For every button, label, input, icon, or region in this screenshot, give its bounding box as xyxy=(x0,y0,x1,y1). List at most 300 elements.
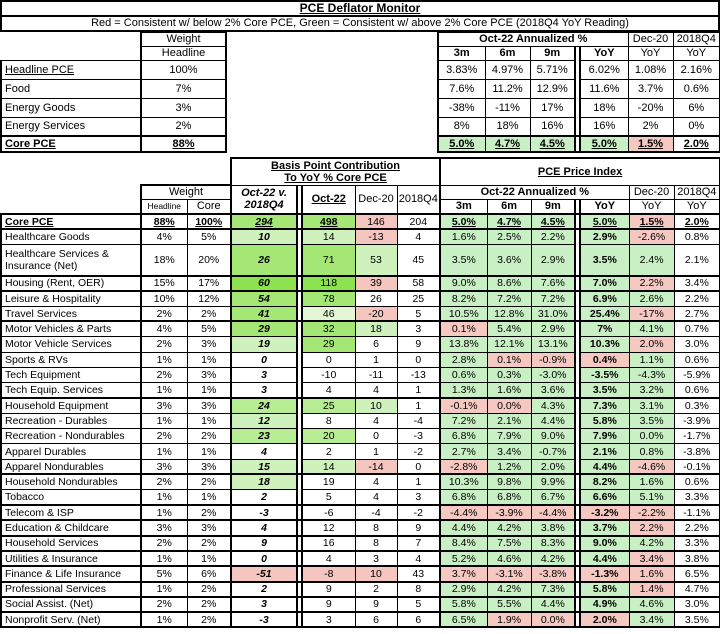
pi-value-cell: 2.9% xyxy=(531,321,575,336)
bpc-value-cell: 9 xyxy=(302,582,355,597)
pi-value-cell: 10.3% xyxy=(440,474,487,489)
pi-value-cell: 0.6% xyxy=(440,367,487,382)
bpc-value-cell: 6 xyxy=(355,612,397,627)
pi-value-cell: 0.6% xyxy=(674,474,720,489)
pi-value-cell: 3.4% xyxy=(629,551,674,566)
pi-value-cell: 2.6% xyxy=(629,291,674,306)
pi-value-cell: 2.1% xyxy=(487,413,531,428)
weight-core-value: 2% xyxy=(187,505,231,520)
weight-core-value: 1% xyxy=(187,551,231,566)
main-header-row-1 xyxy=(1,158,720,185)
pi-value-cell: 0.3% xyxy=(674,398,720,413)
bpc-value-cell: 1 xyxy=(397,398,440,413)
bpc-value-cell: 5 xyxy=(302,490,355,505)
weight-core-value: 2% xyxy=(187,474,231,489)
bpc-value-cell: 4 xyxy=(231,444,297,459)
pi-value-cell: 3.8% xyxy=(674,551,720,566)
weight-headline-value: 2% xyxy=(141,337,187,352)
value-cell: 5.0% xyxy=(438,136,485,152)
pi-value-cell: 7.6% xyxy=(531,276,575,291)
value-cell: 12.9% xyxy=(530,79,575,98)
row-label: Telecom & ISP xyxy=(1,505,141,520)
weight-core-value: 2% xyxy=(187,536,231,551)
row-label: Recreation - Durables xyxy=(1,413,141,428)
weight-headline-value: 3% xyxy=(141,459,187,474)
row-label: Healthcare Services & Insurance (Net) xyxy=(1,245,141,276)
pi-value-cell: 4.4% xyxy=(440,520,487,535)
pi-value-cell: 4.2% xyxy=(629,536,674,551)
weight-value: 7% xyxy=(141,79,226,98)
spacer xyxy=(1,199,141,214)
weight-headline-value: 1% xyxy=(141,352,187,367)
pi-value-cell: -0.1% xyxy=(440,398,487,413)
bpc-value-cell: 0 xyxy=(302,352,355,367)
row-label: Tech Equip. Services xyxy=(1,383,141,398)
bpc-value-cell: -3 xyxy=(231,505,297,520)
pi-value-cell: -5.9% xyxy=(674,367,720,382)
row-label: Social Assist. (Net) xyxy=(1,597,141,612)
table-row xyxy=(1,582,720,597)
pi-value-cell: -3.0% xyxy=(531,367,575,382)
pi-value-cell: 7.3% xyxy=(580,398,629,413)
table-row xyxy=(1,398,720,413)
spacer xyxy=(1,158,231,185)
bpc-value-cell: 53 xyxy=(355,245,397,276)
value-cell: 8% xyxy=(438,117,485,136)
weight-headline-value: 2% xyxy=(141,536,187,551)
weight-headline-value: 2% xyxy=(141,474,187,489)
spacer xyxy=(1,185,141,199)
bpc-value-cell: 54 xyxy=(231,291,297,306)
bpc-value-cell: 10 xyxy=(231,229,297,244)
pi-value-cell: 1.6% xyxy=(440,229,487,244)
bpc-value-cell: 294 xyxy=(231,214,297,229)
value-cell: 17% xyxy=(530,98,575,117)
pi-value-cell: 0.0% xyxy=(487,398,531,413)
top-weight-sub-header: Headline xyxy=(141,46,226,60)
bpc-value-cell: 2 xyxy=(231,582,297,597)
weight-headline-value: 3% xyxy=(141,520,187,535)
table-row xyxy=(1,520,720,535)
pi-value-cell: 4.1% xyxy=(629,321,674,336)
bpc-value-cell: 3 xyxy=(397,321,440,336)
weight-headline-value: 1% xyxy=(141,551,187,566)
row-label: Housing (Rent, OER) xyxy=(1,276,141,291)
pi-value-cell: -4.3% xyxy=(629,367,674,382)
table-row xyxy=(1,321,720,336)
spacer xyxy=(226,46,438,60)
pi-value-cell: 6.5% xyxy=(440,612,487,627)
bpc-value-cell: 2 xyxy=(355,582,397,597)
pi-value-cell: 3.1% xyxy=(629,398,674,413)
weight-core-value: 2% xyxy=(187,582,231,597)
weight-headline-value: 18% xyxy=(141,245,187,276)
bpc-value-cell: 43 xyxy=(397,566,440,581)
bpc-value-cell: 3 xyxy=(231,367,297,382)
value-cell: 18% xyxy=(485,117,530,136)
bpc-value-cell: 1 xyxy=(397,474,440,489)
bpc-value-cell: 4 xyxy=(302,383,355,398)
table-row xyxy=(1,459,720,474)
pi-value-cell: 6.5% xyxy=(674,566,720,581)
pi-value-cell: 4.7% xyxy=(674,582,720,597)
pi-value-cell: 4.4% xyxy=(580,459,629,474)
pi-value-cell: -1.3% xyxy=(580,566,629,581)
bpc-value-cell: 39 xyxy=(355,276,397,291)
value-cell: 11.2% xyxy=(485,79,530,98)
pi-value-cell: 0.4% xyxy=(580,352,629,367)
value-cell: 2% xyxy=(628,117,673,136)
pi-value-cell: 2.2% xyxy=(629,276,674,291)
col-header-9m: 9m xyxy=(530,46,575,60)
weight-core-value: 3% xyxy=(187,367,231,382)
value-cell: 1.5% xyxy=(628,136,673,152)
bpc-value-cell: -3 xyxy=(397,429,440,444)
weight-sub-core: Core xyxy=(187,199,231,214)
legend-note: Red = Consistent w/ below 2% Core PCE, Green = Consistent w/ above 2% Core PCE (2018Q4 YoY Reading) xyxy=(0,15,720,32)
table-row xyxy=(1,566,720,581)
table-row xyxy=(1,352,720,367)
bpc-col-header-oct22: Oct-22 xyxy=(302,185,355,214)
pi-value-cell: 7.2% xyxy=(487,291,531,306)
pce-price-index-header: PCE Price Index xyxy=(440,158,720,185)
value-cell: 5.71% xyxy=(530,60,575,79)
pi-value-cell: 7% xyxy=(580,321,629,336)
pi-value-cell: 2.1% xyxy=(674,245,720,276)
pi-value-cell: 5.8% xyxy=(440,597,487,612)
pi-value-cell: 8.4% xyxy=(440,536,487,551)
pi-value-cell: 25.4% xyxy=(580,306,629,321)
weight-core-value: 1% xyxy=(187,383,231,398)
pi-value-cell: 0.8% xyxy=(674,229,720,244)
value-cell: 4.5% xyxy=(530,136,575,152)
bpc-value-cell: 3 xyxy=(355,551,397,566)
pi-value-cell: 0.1% xyxy=(440,321,487,336)
value-cell: 2.0% xyxy=(673,136,720,152)
pi-value-cell: 3.5% xyxy=(440,245,487,276)
pi-value-cell: 6.9% xyxy=(580,291,629,306)
main-detail-table xyxy=(0,157,720,628)
main-header-row-2 xyxy=(1,185,720,199)
pi-value-cell: 2.4% xyxy=(629,245,674,276)
bpc-value-cell: 5 xyxy=(397,306,440,321)
value-cell: 18% xyxy=(580,98,628,117)
bpc-value-cell: -51 xyxy=(231,566,297,581)
weight-headline-value: 5% xyxy=(141,566,187,581)
value-cell: 1.08% xyxy=(628,60,673,79)
weight-core-value: 12% xyxy=(187,291,231,306)
bpc-value-cell: 3 xyxy=(231,383,297,398)
pi-value-cell: 9.8% xyxy=(487,474,531,489)
pi-value-cell: 7.3% xyxy=(531,582,575,597)
row-label: Healthcare Goods xyxy=(1,229,141,244)
col-header-3m: 3m xyxy=(438,46,485,60)
row-label: Tech Equipment xyxy=(1,367,141,382)
bpc-value-cell: 0 xyxy=(397,459,440,474)
bpc-value-cell: 46 xyxy=(302,306,355,321)
pi-value-cell: 9.0% xyxy=(580,536,629,551)
table-row xyxy=(1,214,720,229)
weight-headline-value: 2% xyxy=(141,429,187,444)
table-row xyxy=(1,136,720,152)
pi-value-cell: 3.3% xyxy=(674,536,720,551)
table-row xyxy=(1,276,720,291)
value-cell: 4.7% xyxy=(485,136,530,152)
table-row xyxy=(1,444,720,459)
weight-headline-value: 10% xyxy=(141,291,187,306)
pi-value-cell: 3.4% xyxy=(629,612,674,627)
top-2018q4-header: 2018Q4 xyxy=(673,32,720,46)
bpc-value-cell: 0 xyxy=(231,352,297,367)
weight-headline-value: 1% xyxy=(141,444,187,459)
table-row xyxy=(1,229,720,244)
row-label: Motor Vehicles & Parts xyxy=(1,321,141,336)
table-row xyxy=(1,429,720,444)
bpc-value-cell: 20 xyxy=(302,429,355,444)
bpc-value-cell: 10 xyxy=(355,566,397,581)
bpc-value-cell: 498 xyxy=(302,214,355,229)
row-label: Utilities & Insurance xyxy=(1,551,141,566)
bpc-value-cell: -2 xyxy=(397,505,440,520)
pi-value-cell: 5.0% xyxy=(440,214,487,229)
pi-value-cell: 3.0% xyxy=(674,337,720,352)
pi-value-cell: -3.8% xyxy=(674,444,720,459)
pi-value-cell: 6.8% xyxy=(440,490,487,505)
pi-value-cell: 2.7% xyxy=(674,306,720,321)
pi-value-cell: -3.5% xyxy=(580,367,629,382)
bpc-col-header-dec20: Dec-20 xyxy=(355,185,397,214)
bpc-value-cell: 41 xyxy=(231,306,297,321)
bpc-value-cell: 4 xyxy=(302,551,355,566)
bpc-value-cell: 6 xyxy=(397,612,440,627)
top-summary-table xyxy=(0,31,720,153)
pi-value-cell: 9.9% xyxy=(531,474,575,489)
row-label: Household Nondurables xyxy=(1,474,141,489)
bpc-col-header-oct22-v-2018q4: Oct-22 v. 2018Q4 xyxy=(231,185,297,214)
row-label: Core PCE xyxy=(1,136,141,152)
table-row xyxy=(1,337,720,352)
top-annualized-group-header: Oct-22 Annualized % xyxy=(438,32,628,46)
pi-value-cell: 7.5% xyxy=(487,536,531,551)
pi-value-cell: 1.4% xyxy=(629,582,674,597)
bpc-value-cell: 9 xyxy=(302,597,355,612)
pi-value-cell: -3.9% xyxy=(487,505,531,520)
pi-value-cell: 0.0% xyxy=(629,429,674,444)
pi-value-cell: 12.1% xyxy=(487,337,531,352)
value-cell: 0% xyxy=(673,117,720,136)
pi-value-cell: 3.2% xyxy=(629,383,674,398)
bpc-value-cell: 14 xyxy=(302,459,355,474)
weight-core-value: 20% xyxy=(187,245,231,276)
bpc-value-cell: 9 xyxy=(397,337,440,352)
bpc-value-cell: 118 xyxy=(302,276,355,291)
bpc-value-cell: -3 xyxy=(231,612,297,627)
pi-value-cell: 8.3% xyxy=(531,536,575,551)
weight-value: 3% xyxy=(141,98,226,117)
weight-core-value: 1% xyxy=(187,413,231,428)
weight-core-value: 3% xyxy=(187,398,231,413)
pi-value-cell: -4.4% xyxy=(440,505,487,520)
pi-col-header-yoy: YoY xyxy=(580,199,629,214)
weight-headline-value: 1% xyxy=(141,582,187,597)
pi-value-cell: 2.2% xyxy=(629,520,674,535)
pi-value-cell: -0.7% xyxy=(531,444,575,459)
table-row xyxy=(1,597,720,612)
pi-value-cell: 2.8% xyxy=(440,352,487,367)
pi-value-cell: 8.2% xyxy=(580,474,629,489)
pi-value-cell: 10.5% xyxy=(440,306,487,321)
value-cell: 3.7% xyxy=(628,79,673,98)
bpc-value-cell: 9 xyxy=(397,520,440,535)
bpc-value-cell: 10 xyxy=(355,398,397,413)
row-label: Sports & RVs xyxy=(1,352,141,367)
spacer xyxy=(226,60,438,79)
row-label: Household Equipment xyxy=(1,398,141,413)
value-cell: 6% xyxy=(673,98,720,117)
bpc-value-cell: 12 xyxy=(231,413,297,428)
bpc-value-cell: 78 xyxy=(302,291,355,306)
weight-core-value: 5% xyxy=(187,229,231,244)
pi-value-cell: 3.6% xyxy=(531,383,575,398)
row-label: Core PCE xyxy=(1,214,141,229)
pi-value-cell: 2.5% xyxy=(487,229,531,244)
bpc-value-cell: 29 xyxy=(231,321,297,336)
pi-value-cell: 6.8% xyxy=(440,429,487,444)
bpc-value-cell: 8 xyxy=(355,536,397,551)
bpc-value-cell: 3 xyxy=(397,490,440,505)
row-label: Recreation - Nondurables xyxy=(1,429,141,444)
pi-value-cell: 12.8% xyxy=(487,306,531,321)
bpc-value-cell: 60 xyxy=(231,276,297,291)
weight-headline-value: 2% xyxy=(141,306,187,321)
spacer xyxy=(226,136,438,152)
bpc-value-cell: -11 xyxy=(355,367,397,382)
bpc-value-cell: -13 xyxy=(397,367,440,382)
bpc-value-cell: 25 xyxy=(397,291,440,306)
pi-value-cell: 4.7% xyxy=(487,214,531,229)
pi-value-cell: -4.6% xyxy=(629,459,674,474)
pi-value-cell: 5.4% xyxy=(487,321,531,336)
col-header-yoy: YoY xyxy=(580,46,628,60)
pi-value-cell: -3.8% xyxy=(531,566,575,581)
pi-value-cell: 1.1% xyxy=(629,352,674,367)
table-row xyxy=(1,306,720,321)
pi-value-cell: 3.4% xyxy=(674,276,720,291)
weight-core-value: 2% xyxy=(187,612,231,627)
pi-col-header-2018q4-yoy: YoY xyxy=(674,199,720,214)
pi-value-cell: 3.7% xyxy=(440,566,487,581)
row-label: Travel Services xyxy=(1,306,141,321)
row-label: Education & Childcare xyxy=(1,520,141,535)
pi-value-cell: 7.2% xyxy=(531,291,575,306)
spacer xyxy=(226,98,438,117)
pi-value-cell: -3.9% xyxy=(674,413,720,428)
weight-core-value: 100% xyxy=(187,214,231,229)
bpc-value-cell: 4 xyxy=(231,520,297,535)
pi-value-cell: 2.0% xyxy=(580,612,629,627)
pi-value-cell: 3.4% xyxy=(487,444,531,459)
weight-headline-value: 1% xyxy=(141,505,187,520)
weight-headline-value: 88% xyxy=(141,214,187,229)
weight-core-value: 1% xyxy=(187,352,231,367)
bpc-value-cell: 18 xyxy=(231,474,297,489)
weight-headline-value: 3% xyxy=(141,398,187,413)
weight-core-value: 2% xyxy=(187,429,231,444)
pi-value-cell: -0.9% xyxy=(531,352,575,367)
table-row xyxy=(1,383,720,398)
weight-core-value: 2% xyxy=(187,306,231,321)
value-cell: 7.6% xyxy=(438,79,485,98)
pi-value-cell: 9.0% xyxy=(531,429,575,444)
spacer xyxy=(226,117,438,136)
bpc-value-cell: 23 xyxy=(231,429,297,444)
weight-sub-headline: Headline xyxy=(141,199,187,214)
bpc-value-cell: 5 xyxy=(397,597,440,612)
pi-value-cell: 4.5% xyxy=(531,214,575,229)
weight-value: 88% xyxy=(141,136,226,152)
pi-value-cell: 2.9% xyxy=(440,582,487,597)
table-row xyxy=(1,291,720,306)
main-weight-header: Weight xyxy=(141,185,231,199)
bpc-value-cell: 3 xyxy=(231,597,297,612)
pi-value-cell: -4.4% xyxy=(531,505,575,520)
bpc-value-cell: 7 xyxy=(397,536,440,551)
pi-value-cell: 5.2% xyxy=(440,551,487,566)
weight-core-value: 2% xyxy=(187,597,231,612)
bpc-value-cell: -4 xyxy=(397,413,440,428)
bpc-value-cell: 32 xyxy=(302,321,355,336)
pi-value-cell: 0.0% xyxy=(531,612,575,627)
pi-value-cell: -2.8% xyxy=(440,459,487,474)
pi-value-cell: 2.2% xyxy=(674,291,720,306)
pi-value-cell: 0.1% xyxy=(487,352,531,367)
bpc-value-cell: -14 xyxy=(355,459,397,474)
spacer xyxy=(226,32,438,46)
row-label: Apparel Durables xyxy=(1,444,141,459)
pi-value-cell: 3.6% xyxy=(487,245,531,276)
table-row xyxy=(1,117,720,136)
pi-value-cell: 3.5% xyxy=(674,612,720,627)
row-label: Professional Services xyxy=(1,582,141,597)
pi-value-cell: 3.3% xyxy=(674,490,720,505)
pi-value-cell: -0.1% xyxy=(674,459,720,474)
pi-col-header-6m: 6m xyxy=(487,199,531,214)
pi-dec20-header: Dec-20 xyxy=(629,185,674,199)
bpc-value-cell: 8 xyxy=(302,413,355,428)
pi-value-cell: 13.8% xyxy=(440,337,487,352)
pi-value-cell: 1.3% xyxy=(440,383,487,398)
pi-value-cell: 6.6% xyxy=(580,490,629,505)
bpc-value-cell: 4 xyxy=(397,551,440,566)
pi-value-cell: 1.9% xyxy=(487,612,531,627)
bpc-value-cell: 26 xyxy=(355,291,397,306)
table-row xyxy=(1,474,720,489)
row-label: Household Services xyxy=(1,536,141,551)
table-row xyxy=(1,490,720,505)
pi-value-cell: -1.1% xyxy=(674,505,720,520)
pi-value-cell: 3.5% xyxy=(580,383,629,398)
bpc-value-cell: -10 xyxy=(302,367,355,382)
pi-value-cell: 3.8% xyxy=(531,520,575,535)
row-label: Tobacco xyxy=(1,490,141,505)
pi-value-cell: 3.7% xyxy=(580,520,629,535)
bpc-value-cell: 14 xyxy=(302,229,355,244)
weight-headline-value: 15% xyxy=(141,276,187,291)
value-cell: -38% xyxy=(438,98,485,117)
pi-value-cell: 5.5% xyxy=(487,597,531,612)
pi-value-cell: 5.1% xyxy=(629,490,674,505)
bpc-value-cell: 19 xyxy=(302,474,355,489)
